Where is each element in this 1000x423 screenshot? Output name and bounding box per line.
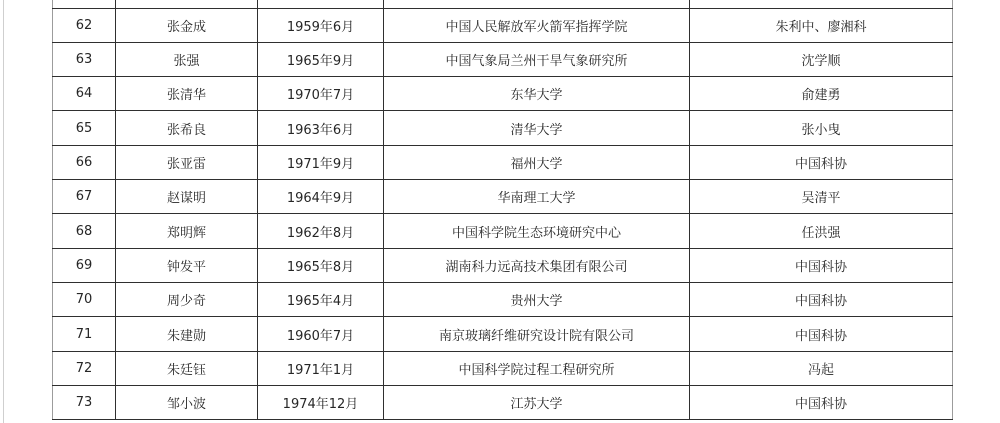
cell-empty [690,0,953,8]
cell-no: 62 [53,8,116,42]
cell-recommender: 中国科协 [690,145,953,179]
cell-no: 67 [53,180,116,214]
cell-name: 周少奇 [116,283,258,317]
cell-name: 张亚雷 [116,145,258,179]
cell-no: 63 [53,42,116,76]
cell-no: 64 [53,77,116,111]
table-row [53,351,953,385]
cell-institution: 福州大学 [384,145,690,179]
cell-no: 70 [53,283,116,317]
cell-birth: 1974年12月 [258,386,384,420]
cell-institution: 湖南科力远高技术集团有限公司 [384,248,690,282]
cell-institution: 华南理工大学 [384,180,690,214]
cell-birth: 1971年1月 [258,351,384,385]
cell-name: 张强 [116,42,258,76]
cell-birth: 1964年9月 [258,180,384,214]
cell-birth: 1971年9月 [258,145,384,179]
cell-institution: 东华大学 [384,77,690,111]
cell-name: 赵谋明 [116,180,258,214]
cell-birth: 1962年8月 [258,214,384,248]
cell-birth: 1963年6月 [258,111,384,145]
cell-birth: 1970年7月 [258,77,384,111]
cell-recommender: 中国科协 [690,317,953,351]
cell-institution: 中国人民解放军火箭军指挥学院 [384,8,690,42]
page-edge-line [3,0,4,423]
cell-recommender: 中国科协 [690,283,953,317]
cell-name: 张希良 [116,111,258,145]
cell-institution: 清华大学 [384,111,690,145]
cell-recommender: 冯起 [690,351,953,385]
cell-recommender: 中国科协 [690,248,953,282]
cell-no: 68 [53,214,116,248]
cell-recommender: 朱利中、廖湘科 [690,8,953,42]
cell-name: 钟发平 [116,248,258,282]
cell-no: 69 [53,248,116,282]
table-row [53,214,953,248]
cell-name: 邹小波 [116,386,258,420]
cell-birth: 1959年6月 [258,8,384,42]
cell-recommender: 任洪强 [690,214,953,248]
table-row [53,8,953,42]
cell-no: 71 [53,317,116,351]
cell-name: 张金成 [116,8,258,42]
table-row [53,42,953,76]
table-row [53,111,953,145]
cell-name: 朱廷钰 [116,351,258,385]
cell-birth: 1965年8月 [258,248,384,282]
table-body [53,0,953,420]
cell-recommender: 吴清平 [690,180,953,214]
cell-no: 65 [53,111,116,145]
cell-institution: 南京玻璃纤维研究设计院有限公司 [384,317,690,351]
cell-empty [53,0,116,8]
cell-birth: 1965年4月 [258,283,384,317]
cell-recommender: 俞建勇 [690,77,953,111]
cell-no: 73 [53,386,116,420]
cell-recommender: 沈学顺 [690,42,953,76]
cell-name: 朱建勋 [116,317,258,351]
cell-institution: 中国科学院过程工程研究所 [384,351,690,385]
table-row [53,145,953,179]
cell-recommender: 中国科协 [690,386,953,420]
cell-institution: 贵州大学 [384,283,690,317]
cell-name: 张清华 [116,77,258,111]
cell-empty [384,0,690,8]
nominees-table [52,0,953,420]
cell-institution: 江苏大学 [384,386,690,420]
table-row [53,283,953,317]
cell-empty [116,0,258,8]
table-row [53,77,953,111]
table-row [53,248,953,282]
table-row [53,180,953,214]
cell-birth: 1960年7月 [258,317,384,351]
table-row [53,317,953,351]
cell-institution: 中国科学院生态环境研究中心 [384,214,690,248]
cell-recommender: 张小曳 [690,111,953,145]
cell-birth: 1965年9月 [258,42,384,76]
cell-name: 郑明辉 [116,214,258,248]
cell-institution: 中国气象局兰州干旱气象研究所 [384,42,690,76]
cell-no: 66 [53,145,116,179]
table-row [53,386,953,420]
table-row-partial [53,0,953,8]
cell-empty [258,0,384,8]
cell-no: 72 [53,351,116,385]
